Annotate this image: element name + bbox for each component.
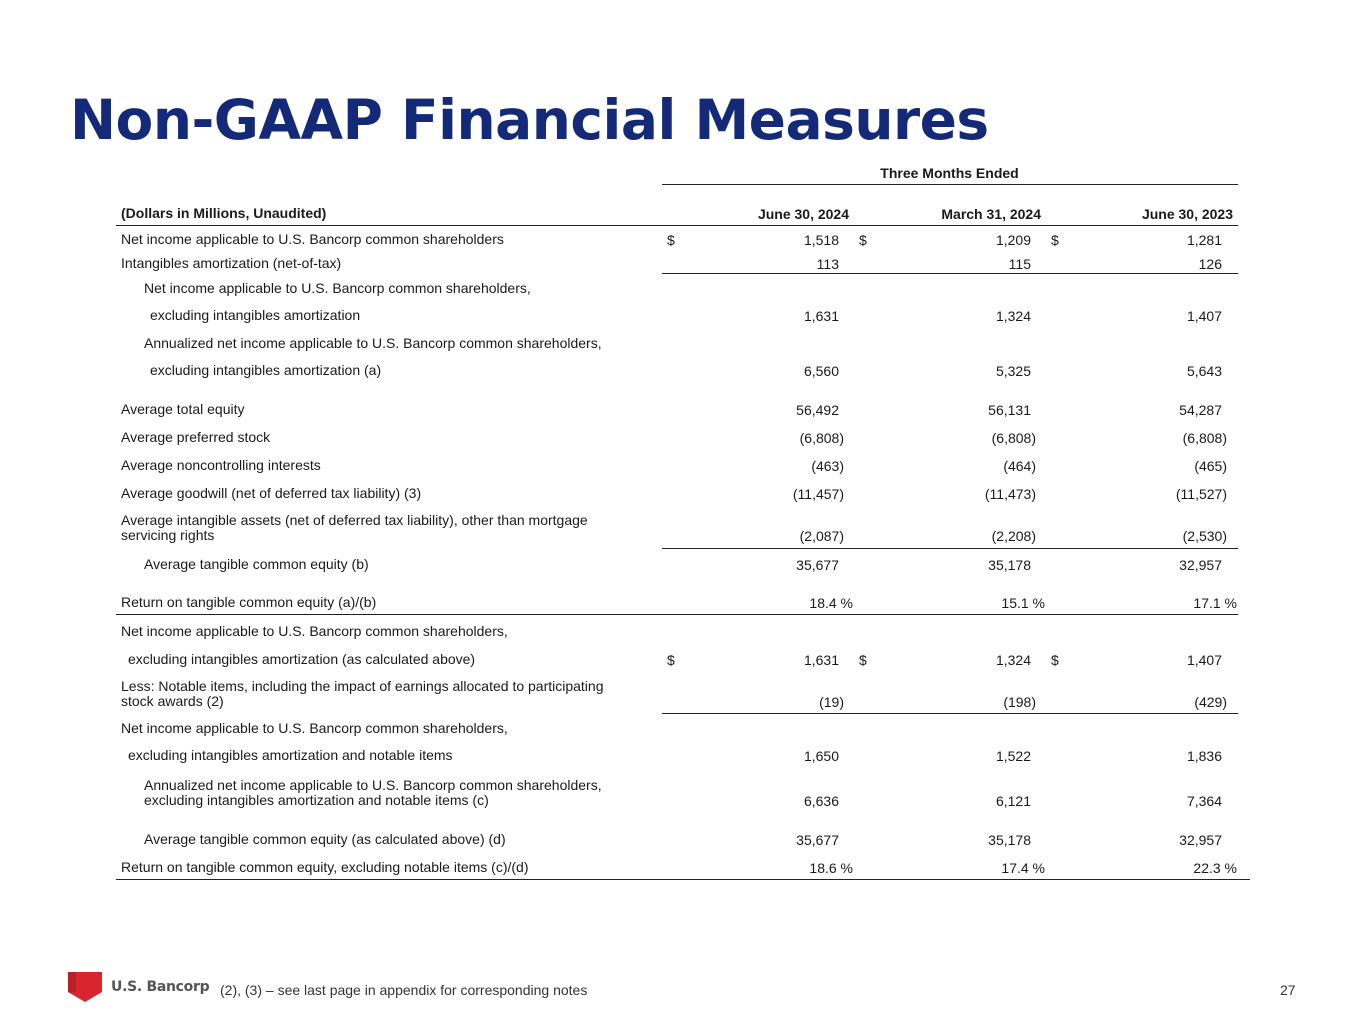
cell-value: 1,209 [995,232,1031,248]
cell-value: (6,808) [1182,430,1227,446]
cell-value: (429) [1194,694,1227,710]
cell-value: (11,527) [1175,486,1227,502]
cell-value: 56,492 [796,402,839,418]
cell-value: 15.1 % [1001,595,1045,611]
row-label: Less: Notable items, including the impact of earnings allocated to participating [121,678,604,694]
row-label: excluding intangibles amortization (as calculated above) [128,651,476,667]
dollar-sign: $ [667,232,675,248]
cell-value: 35,677 [796,832,839,848]
column-header: March 31, 2024 [941,206,1041,222]
dollar-sign: $ [1051,232,1059,248]
row-label: Average tangible common equity (b) [144,556,369,572]
row-label: Net income applicable to U.S. Bancorp common shareholders, [121,720,508,736]
divider [662,273,1238,274]
header-group: Three Months Ended [880,165,1019,181]
cell-value: 35,677 [796,557,839,573]
cell-value: (198) [1003,694,1036,710]
cell-value: (6,808) [799,430,844,446]
row-label: Annualized net income applicable to U.S. Bancorp common shareholders, [144,335,602,351]
cell-value: 1,522 [995,748,1031,764]
cell-value: 5,325 [995,363,1031,379]
row-label: Net income applicable to U.S. Bancorp common shareholders [121,231,504,247]
cell-value: 1,407 [1186,308,1222,324]
cell-value: 113 [816,256,839,272]
dollar-sign: $ [1051,652,1059,668]
page-number: 27 [1280,982,1296,998]
cell-value: (2,530) [1182,528,1227,544]
dollar-sign: $ [859,652,867,668]
cell-value: 56,131 [988,402,1031,418]
row-label-continued: servicing rights [121,527,215,543]
cell-value: 1,518 [803,232,839,248]
row-label: excluding intangibles amortization (a) [150,362,382,378]
shield-icon [68,972,102,1002]
row-label: Average intangible assets (net of deferred tax liability), other than mortgage [121,512,588,528]
cell-value: (6,808) [991,430,1036,446]
row-label: Average goodwill (net of deferred tax liability) (3) [121,485,422,501]
cell-value: 32,957 [1179,557,1222,573]
cell-value: 17.4 % [1001,860,1045,876]
divider [116,879,1250,880]
cell-value: (2,208) [991,528,1036,544]
cell-value: 115 [1008,256,1031,272]
row-label-continued: excluding intangibles amortization and notable items (c) [144,792,489,808]
cell-value: 22.3 % [1193,860,1237,876]
cell-value: 1,324 [995,308,1031,324]
row-label: Average tangible common equity (as calculated above) (d) [144,831,506,847]
cell-value: (463) [811,458,844,474]
row-label: Return on tangible common equity (a)/(b) [121,594,377,610]
row-label: excluding intangibles amortization and notable items [128,747,453,763]
cell-value: 1,324 [995,652,1031,668]
row-label: Average noncontrolling interests [121,457,321,473]
cell-value: (2,087) [799,528,844,544]
row-label: Net income applicable to U.S. Bancorp common shareholders, [144,280,531,296]
cell-value: 1,631 [803,308,839,324]
cell-value: 54,287 [1179,402,1222,418]
row-label-continued: stock awards (2) [121,693,224,709]
column-header: June 30, 2023 [1141,206,1233,222]
cell-value: 6,560 [803,363,839,379]
row-label: Intangibles amortization (net-of-tax) [121,255,342,271]
dollar-sign: $ [859,232,867,248]
cell-value: 6,121 [995,793,1031,809]
divider [662,184,1238,185]
divider [662,548,1238,549]
cell-value: (19) [819,694,844,710]
header-label: (Dollars in Millions, Unaudited) [121,205,327,221]
cell-value: 1,631 [803,652,839,668]
cell-value: 1,407 [1186,652,1222,668]
cell-value: 6,636 [803,793,839,809]
cell-value: (11,457) [792,486,844,502]
cell-value: (465) [1194,458,1227,474]
page-title: Non-GAAP Financial Measures [70,88,989,152]
row-label: Average preferred stock [121,429,271,445]
brand-logo [68,972,209,1002]
cell-value: 1,650 [803,748,839,764]
column-header: June 30, 2024 [757,206,849,222]
cell-value: 126 [1198,256,1222,272]
row-label: Net income applicable to U.S. Bancorp common shareholders, [121,623,508,639]
cell-value: 5,643 [1186,363,1222,379]
cell-value: 1,281 [1186,232,1222,248]
cell-value: 35,178 [988,557,1031,573]
cell-value: (11,473) [984,486,1036,502]
cell-value: 7,364 [1186,793,1222,809]
divider [116,614,1238,615]
cell-value: 1,836 [1186,748,1222,764]
row-label: Annualized net income applicable to U.S. Bancorp common shareholders, [144,777,602,793]
divider [662,713,1238,714]
cell-value: 35,178 [988,832,1031,848]
footnote: (2), (3) – see last page in appendix for corresponding notes [220,982,588,998]
cell-value: (464) [1003,458,1036,474]
brand-name: U.S. Bancorp [111,979,210,995]
dollar-sign: $ [667,652,675,668]
row-label: Average total equity [121,401,245,417]
cell-value: 18.4 % [809,595,853,611]
row-label: Return on tangible common equity, excluding notable items (c)/(d) [121,859,529,875]
row-label: excluding intangibles amortization [150,307,361,323]
cell-value: 32,957 [1179,832,1222,848]
cell-value: 18.6 % [809,860,853,876]
divider [116,225,1238,226]
cell-value: 17.1 % [1193,595,1237,611]
